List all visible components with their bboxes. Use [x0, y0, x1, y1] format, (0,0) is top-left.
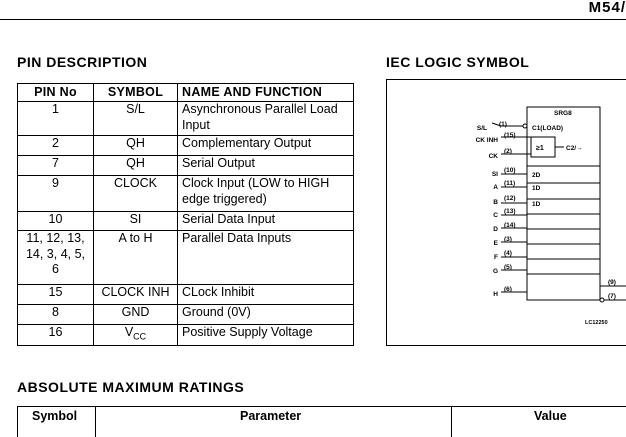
- input-pin: (1): [499, 121, 507, 128]
- table-row: [18, 325, 354, 346]
- symbol-cell: [94, 325, 178, 346]
- function-cell: Ground (0V): [178, 305, 354, 325]
- figure-id: LC12250: [585, 320, 608, 326]
- absolute-max-table: [17, 406, 626, 437]
- function-cell: Serial Output: [178, 156, 354, 176]
- input-name: S/L: [477, 125, 487, 132]
- function-cell: CLock Inhibit: [178, 285, 354, 305]
- input-pin: (3): [504, 236, 512, 243]
- vcc-symbol: $V_{CC}$: [125, 325, 146, 339]
- gate-label: ≥1: [536, 145, 544, 152]
- table-row: [18, 102, 354, 136]
- ctrl-label: C1(LOAD): [532, 125, 563, 132]
- input-pin: (12): [504, 195, 516, 202]
- symbol-cell: GND: [94, 305, 178, 325]
- symbol-text: $S/\overline{L}$: [126, 102, 145, 116]
- function-cell: Asynchronous Parallel Load Input: [178, 102, 354, 136]
- col-pin-no: PIN No: [18, 84, 94, 102]
- symbol-cell: [94, 136, 178, 156]
- part-number: M54/: [589, 0, 626, 16]
- input-pin: (13): [504, 208, 516, 215]
- input-name: A: [493, 184, 498, 191]
- output-pin: (7): [608, 293, 616, 300]
- pin-cell: 8: [18, 305, 94, 325]
- col-symbol: Symbol: [32, 409, 77, 423]
- input-name: CK: [489, 153, 499, 160]
- input-pin: (4): [504, 250, 512, 257]
- pin-description-title: PIN DESCRIPTION: [17, 54, 147, 70]
- cell-label: 2D: [532, 172, 541, 179]
- input-pin: (2): [504, 148, 512, 155]
- function-cell: Clock Input (LOW to HIGH edge triggered): [178, 176, 354, 212]
- table-row: [18, 156, 354, 176]
- input-pin: (10): [504, 167, 516, 174]
- pin-cell: 10: [18, 212, 94, 231]
- block-label: SRG8: [554, 110, 572, 117]
- iec-logic-symbol-title: IEC LOGIC SYMBOL: [386, 54, 529, 70]
- input-name: H: [493, 291, 498, 298]
- col-name-function: NAME AND FUNCTION: [178, 84, 354, 102]
- input-pin: (5): [504, 264, 512, 271]
- input-name: E: [494, 240, 499, 247]
- output-pin: (9): [608, 279, 616, 286]
- pin-cell: 11, 12, 13, 14, 3, 4, 5, 6: [18, 231, 94, 285]
- iec-logic-diagram: [386, 79, 626, 347]
- table-row: [18, 212, 354, 231]
- clock-label: C2/→: [566, 145, 583, 152]
- cell-label: 1D: [532, 185, 541, 192]
- input-pin: (14): [504, 222, 516, 229]
- header-rule: [0, 19, 626, 20]
- col-symbol: SYMBOL: [94, 84, 178, 102]
- input-name: G: [493, 268, 498, 275]
- inverted-output: [600, 298, 604, 302]
- table-header-row: [18, 84, 354, 102]
- input-pin: (6): [504, 286, 512, 293]
- input-pin: (11): [504, 180, 515, 187]
- input-name: C: [493, 212, 498, 219]
- input-name: B: [493, 199, 498, 206]
- symbol-cell: A to H: [94, 231, 178, 285]
- table-row: [18, 176, 354, 212]
- symbol-cell: CLOCK: [94, 176, 178, 212]
- pin-cell: 1: [18, 102, 94, 136]
- col-value: Value: [534, 409, 567, 423]
- table-row: [18, 305, 354, 325]
- symbol-cell: QH: [94, 156, 178, 176]
- input-name: F: [494, 254, 498, 261]
- pin-cell: 2: [18, 136, 94, 156]
- pin-description-table: [17, 83, 354, 346]
- col-parameter: Parameter: [240, 409, 301, 423]
- input-name: CK INH: [476, 137, 499, 144]
- symbol-cell: CLOCK INH: [94, 285, 178, 305]
- symbol-text: $\overline{QH}$: [126, 136, 145, 150]
- symbol-cell: [94, 102, 178, 136]
- input-pin: (15): [504, 132, 516, 139]
- symbol-cell: SI: [94, 212, 178, 231]
- function-cell: Positive Supply Voltage: [178, 325, 354, 346]
- table-row: [18, 285, 354, 305]
- pin-cell: 7: [18, 156, 94, 176]
- column-divider: [95, 407, 96, 437]
- cell-label: 1D: [532, 201, 541, 208]
- table-row: [18, 136, 354, 156]
- function-cell: Complementary Output: [178, 136, 354, 156]
- input-name: D: [493, 226, 498, 233]
- pin-cell: 15: [18, 285, 94, 305]
- input-name: SI: [492, 171, 498, 178]
- function-cell: Serial Data Input: [178, 212, 354, 231]
- pin-cell: 16: [18, 325, 94, 346]
- function-cell: Parallel Data Inputs: [178, 231, 354, 285]
- absolute-max-title: ABSOLUTE MAXIMUM RATINGS: [17, 379, 244, 395]
- pin-cell: 9: [18, 176, 94, 212]
- table-row: [18, 231, 354, 285]
- column-divider: [451, 407, 452, 437]
- inverted-input: [523, 124, 527, 128]
